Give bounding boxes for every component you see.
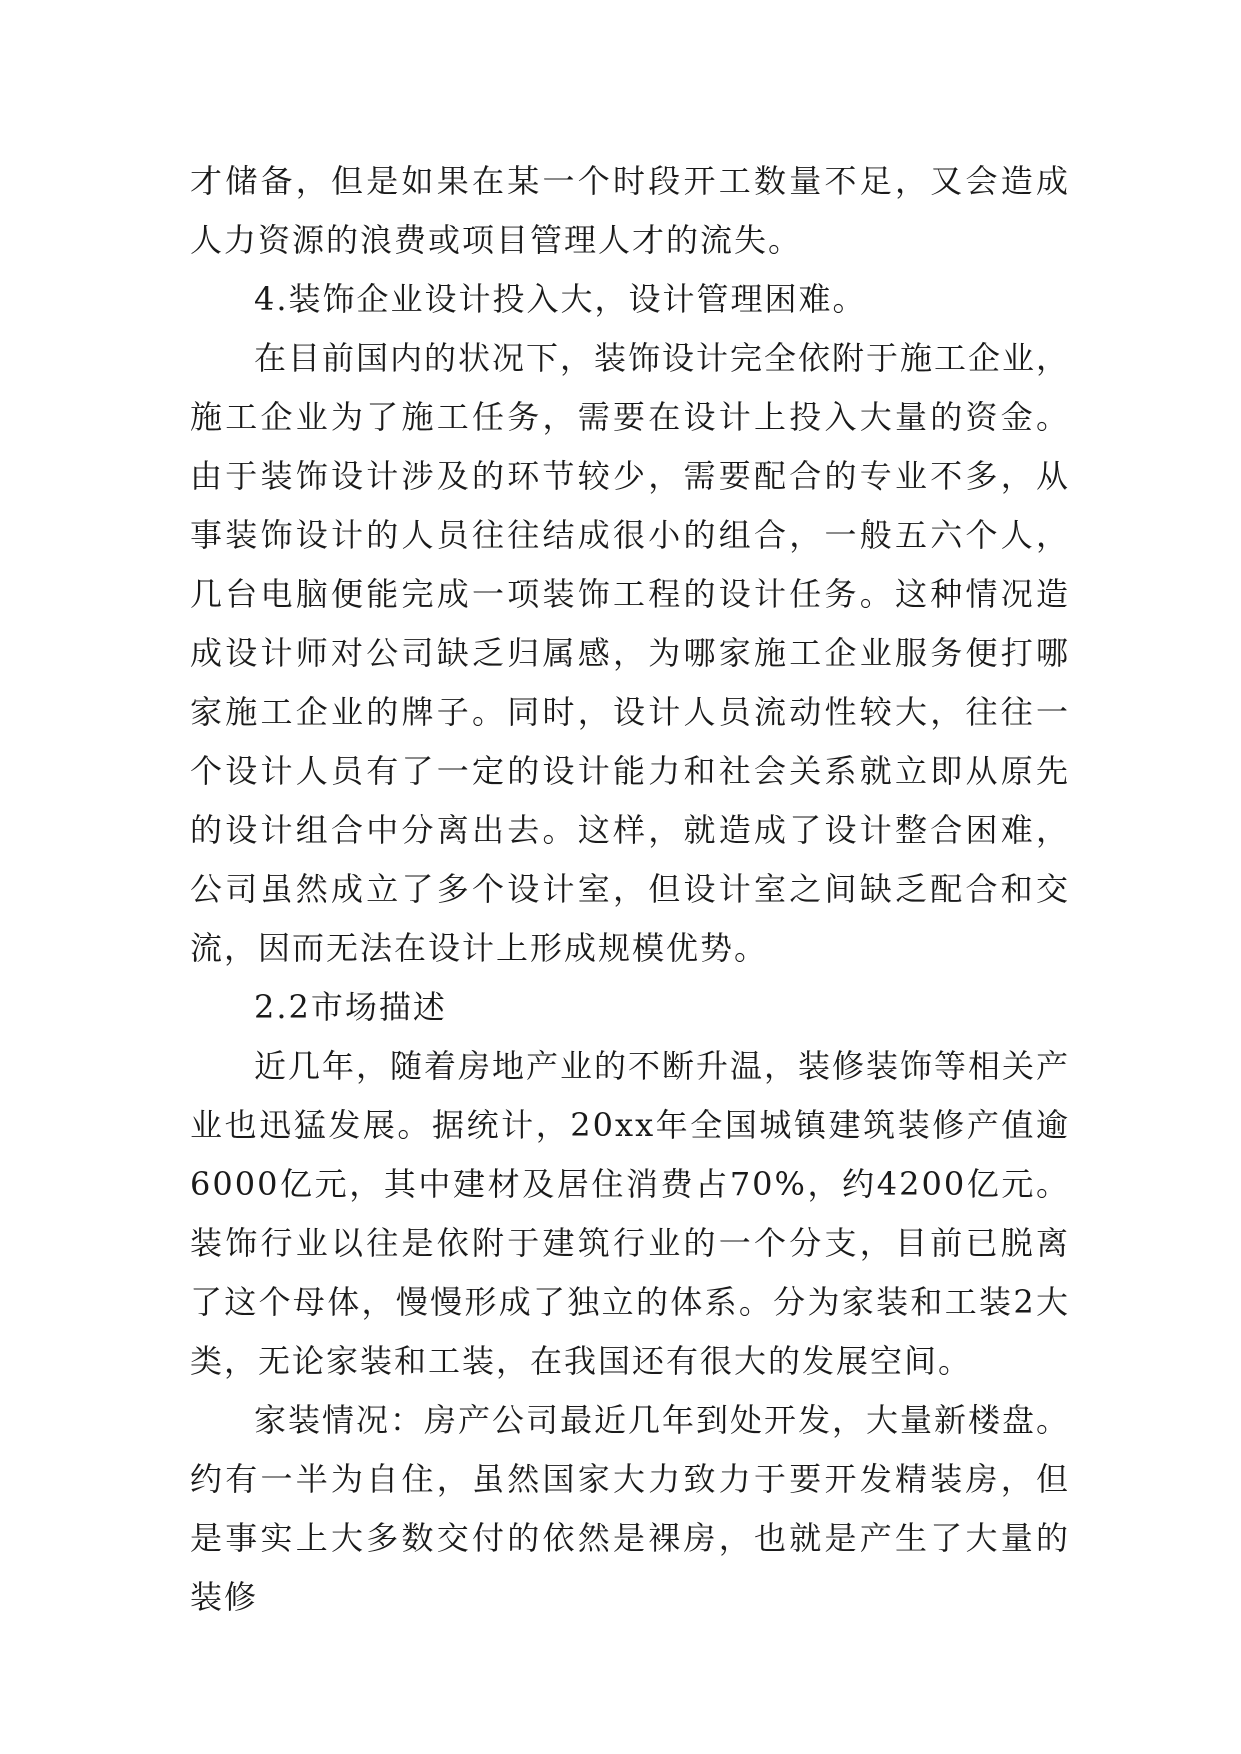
paragraph-continuation: 才储备，但是如果在某一个时段开工数量不足，又会造成人力资源的浪费或项目管理人才的流失。 bbox=[190, 162, 1070, 259]
subheading-design-investment: 4.装饰企业设计投入大，设计管理困难。 bbox=[254, 280, 867, 318]
paragraph-market-overview: 近几年，随着房地产业的不断升温，装修装饰等相关产业也迅猛发展。据统计，20xx年全国城镇建筑装修产值逾6000亿元，其中建材及居住消费占70%，约4200亿元。装饰行业以往是依附于建筑行业的一个分支，目前已脱离了这个母体，慢慢形成了独立的体系。分为家装和工装2大类，无论家装和工装，在我国还有很大的发展空间。 bbox=[190, 1047, 1071, 1380]
paragraph-home-decoration: 家装情况：房产公司最近几年到处开发，大量新楼盘。约有一半为自住，虽然国家大力致力于要开发精装房，但是事实上大多数交付的依然是裸房，也就是产生了大量的装修 bbox=[190, 1401, 1071, 1616]
document-body bbox=[190, 152, 1070, 1627]
section-heading-market-description: 2.2市场描述 bbox=[254, 988, 447, 1026]
paragraph-design-management: 在目前国内的状况下，装饰设计完全依附于施工企业，施工企业为了施工任务，需要在设计上投入大量的资金。由于装饰设计涉及的环节较少，需要配合的专业不多，从事装饰设计的人员往往结成很小的组合，一般五六个人，几台电脑便能完成一项装饰工程的设计任务。这种情况造成设计师对公司缺乏归属感，为哪家施工企业服务便打哪家施工企业的牌子。同时，设计人员流动性较大，往往一个设计人员有了一定的设计能力和社会关系就立即从原先的设计组合中分离出去。这样，就造成了设计整合困难，公司虽然成立了多个设计室，但设计室之间缺乏配合和交流，因而无法在设计上形成规模优势。 bbox=[190, 339, 1071, 967]
